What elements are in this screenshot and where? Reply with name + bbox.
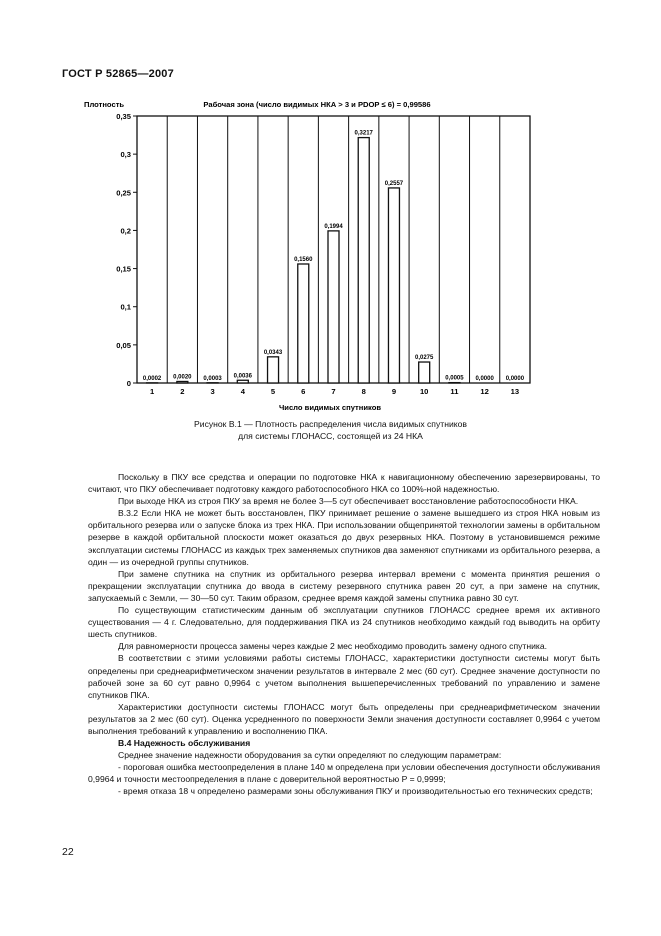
y-axis-label: Плотность bbox=[84, 100, 125, 109]
y-tick-label: 0 bbox=[126, 379, 131, 388]
section-heading: В.4 Надежность обслуживания bbox=[118, 738, 251, 749]
paragraph: Для равномерности процесса замены через каждые 2 мес необходимо проводить замену одного спутника. bbox=[118, 641, 547, 652]
data-label: 0,3217 bbox=[354, 130, 373, 137]
data-label: 0,0343 bbox=[263, 349, 283, 356]
paragraph: В.3.2 Если НКА не может быть восстановлен, ПКУ принимает решение о замене вышедшего из строя НКА новым из орбитального резерва или о запуске блока из трех НКА. При использовании общепринятой технологии замены в орбитальном резерве в каждой орбитальной плоскости может оказаться до двух резервных НКА. Поэтому в установившемся режиме эксплуатации системы ГЛОНАСС из каждых трех заменяемых спутников два заменяют спутниками из орбитального резерва, а один — из очередной группы спутников. bbox=[88, 508, 600, 567]
y-tick-label: 0,25 bbox=[116, 188, 131, 198]
page-number: 22 bbox=[62, 846, 74, 858]
caption-line-1: Рисунок В.1 — Плотность распределения числа видимых спутников bbox=[194, 419, 467, 429]
x-tick-label: 10 bbox=[419, 387, 429, 396]
tick-layer bbox=[116, 112, 519, 396]
data-label: 0,0000 bbox=[505, 376, 525, 382]
bar bbox=[358, 138, 369, 383]
data-label: 0,0036 bbox=[233, 373, 252, 380]
list-item: - пороговая ошибка местоопределения в плане 140 м определена при условии обеспечения доступности обслуживания 0,9964 и точности местоопределения в плане с доверительной вероятностью P = 0,9999; bbox=[88, 762, 600, 785]
y-tick-label: 0,3 bbox=[120, 150, 131, 160]
x-tick-label: 8 bbox=[361, 387, 366, 396]
data-label: 0,0002 bbox=[142, 375, 162, 382]
paragraph: В соответствии с этими условиями работы системы ГЛОНАСС, характеристики доступности системы могут быть определены при среднеарифметическом значении результатов в интервале 2 мес (60 сут). Среднее значение доступности по рабочей зоне за 60 сут равно 0,9964 с учетом выполнения вышеперечисленных требований по управлению и замене спутников ПКА. bbox=[88, 653, 600, 700]
x-tick-label: 1 bbox=[149, 387, 155, 396]
x-tick-label: 12 bbox=[480, 387, 489, 396]
y-tick-label: 0,1 bbox=[120, 302, 131, 312]
paragraph: При выходе НКА из строя ПКУ за время не более 3—5 сут обеспечивает восстановление работоспособности НКА. bbox=[118, 496, 579, 507]
data-label: 0,1560 bbox=[294, 256, 313, 263]
y-tick-label: 0,05 bbox=[116, 340, 131, 350]
caption-line-2: для системы ГЛОНАСС, состоящей из 24 НКА bbox=[238, 431, 423, 441]
x-axis-label: Число видимых спутников bbox=[278, 403, 382, 412]
bar bbox=[268, 357, 279, 383]
y-tick-label: 0,35 bbox=[116, 112, 131, 121]
chart-title: Рабочая зона (число видимых НКА > 3 и PDOP ≤ 6) = 0,99586 bbox=[203, 100, 431, 109]
data-label: 0,0275 bbox=[415, 355, 434, 362]
data-label: 0,2557 bbox=[384, 180, 404, 187]
bar bbox=[298, 264, 309, 383]
x-tick-label: 2 bbox=[180, 387, 185, 396]
x-tick-label: 4 bbox=[240, 387, 245, 396]
data-label: 0,1994 bbox=[324, 223, 343, 230]
x-tick-label: 3 bbox=[210, 387, 215, 396]
x-tick-label: 9 bbox=[391, 387, 397, 396]
x-tick-label: 6 bbox=[301, 387, 306, 396]
data-label: 0,0020 bbox=[173, 374, 192, 381]
paragraph: Поскольку в ПКУ все средства и операции по подготовке НКА к навигационному обеспечению зарезервированы, то считают, что ПКУ обеспечивает подготовку каждого работоспособного НКА со 100%-ной надежностью. bbox=[88, 472, 600, 495]
paragraph: Характеристики доступности системы ГЛОНАСС могут быть определены при среднеарифметическом значении результатов за 2 мес (60 сут). Оценка усредненного по поверхности Земли значения доступности составляет 0,9964 с учетом выполнения требований к управлению и восполнению ПКА. bbox=[88, 701, 600, 736]
paragraph: При замене спутника на спутник из орбитального резерва интервал времени с момента принятия решения о прекращении эксплуатации спутника до ввода в систему резервного спутника равен 20 сут, а при замене на спутник, запускаемый с Земли, — 30—50 сут. Таким образом, среднее время каждой замены спутника равно 30 сут. bbox=[88, 568, 600, 603]
chart-area bbox=[0, 0, 661, 420]
bar bbox=[388, 188, 399, 383]
y-tick-label: 0,15 bbox=[116, 264, 131, 274]
bar bbox=[177, 381, 188, 383]
bar bbox=[237, 380, 248, 383]
document-header: ГОСТ Р 52865—2007 bbox=[62, 68, 174, 80]
x-tick-label: 5 bbox=[270, 387, 276, 396]
x-tick-label: 13 bbox=[510, 387, 520, 396]
data-label: 0,0003 bbox=[203, 375, 222, 382]
data-label: 0,0005 bbox=[445, 375, 464, 382]
data-label: 0,0000 bbox=[475, 376, 494, 382]
figure-caption bbox=[0, 418, 661, 442]
bar bbox=[419, 362, 430, 383]
body-text bbox=[88, 471, 600, 798]
bar bbox=[328, 231, 339, 383]
paragraph: Среднее значение надежности оборудования за сутки определяют по следующим параметрам: bbox=[118, 750, 502, 761]
x-tick-label: 7 bbox=[331, 387, 336, 396]
list-item: - время отказа 18 ч определено размерами зоны обслуживания ПКУ и производительностью его технических средств; bbox=[118, 786, 593, 797]
y-tick-label: 0,2 bbox=[120, 226, 131, 236]
bar-chart bbox=[0, 0, 661, 420]
paragraph: По существующим статистическим данным об эксплуатации спутников ГЛОНАСС среднее время их активного существования — 4 г. Следовательно, для поддерживания ПКА из 24 спутников необходимо каждый год выводить на орбиту шесть спутников. bbox=[88, 605, 600, 640]
x-tick-label: 11 bbox=[450, 387, 459, 396]
